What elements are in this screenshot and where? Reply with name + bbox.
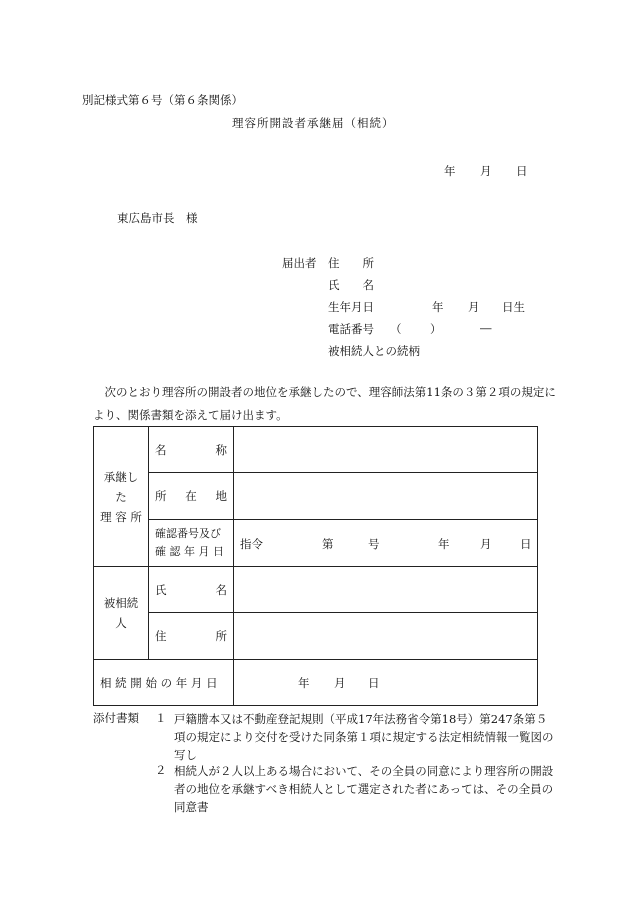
phone-close: ）: [430, 322, 442, 336]
applicant-address: 住 所: [328, 256, 374, 270]
inheritance-start-label: 相 続 開 始 の 年 月 日: [94, 660, 234, 706]
confirm-year: 年: [438, 537, 450, 551]
decedent-address-label: 住 所: [149, 613, 234, 660]
confirm-value[interactable]: [234, 520, 538, 567]
form-number: 別記様式第６号（第６条関係）: [82, 93, 243, 107]
confirm-label: 確認番号及び 確 認 年 月 日: [149, 520, 234, 567]
attachment-2-text: 相続人が２人以上ある場合において、その全員の同意により理容所の開設者の地位を承継すべき相続人として選定された者にあっては、その全員の同意書: [174, 764, 554, 814]
date-day: 日: [516, 164, 528, 178]
body-text: 次のとおり理容所の開設者の地位を承継したので、理容師法第11条の３第２項の規定により、関係書類を添えて届け出ます。: [93, 385, 556, 422]
phone-dash: ―: [480, 321, 492, 335]
decedent-address-value[interactable]: [234, 613, 538, 660]
decedent-name-value[interactable]: [234, 567, 538, 613]
phone-label: 電話番号: [328, 322, 374, 336]
confirm-month: 月: [480, 537, 492, 551]
attachment-1-text: 戸籍謄本又は不動産登記規則（平成17年法務省令第18号）第247条第５項の規定により交付を受けた同条第１項に規定する法定相続情報一覧図の写し: [174, 712, 554, 762]
inheritance-start-value[interactable]: [234, 660, 538, 706]
attachments-label: 添付書類: [93, 711, 139, 725]
birth-suffix: 日生: [502, 300, 525, 314]
go-label: 号: [368, 537, 380, 551]
date-year: 年: [444, 164, 456, 178]
addressee: 東広島市長 様: [117, 211, 198, 225]
document-title: 理容所開設者承継届（相続）: [232, 116, 395, 130]
applicant-phone: [328, 321, 492, 337]
shop-location-label: 所 在 地: [149, 473, 234, 520]
birthdate-label: 生年月日: [328, 300, 374, 314]
applicant-birthdate: [328, 299, 525, 315]
birth-month: 月: [468, 300, 480, 314]
decedent-label: 被相続人: [94, 567, 149, 660]
applicant-label: 届出者: [282, 256, 317, 270]
shop-name-value[interactable]: [234, 427, 538, 473]
shop-location-value[interactable]: [234, 473, 538, 520]
start-year: 年: [298, 676, 310, 690]
applicant-name: 氏 名: [328, 278, 374, 292]
date-month: 月: [480, 164, 492, 178]
confirm-day: 日: [520, 537, 532, 551]
birth-year: 年: [432, 300, 444, 314]
attachment-2-num: ２: [155, 763, 167, 777]
attachment-1-num: １: [155, 711, 167, 725]
shirei-label: 指令: [240, 537, 263, 551]
dai-label: 第: [322, 537, 334, 551]
succeeded-shop-label: 承継した 理 容 所: [94, 427, 149, 567]
decedent-name-label: 氏 名: [149, 567, 234, 613]
start-day: 日: [368, 676, 380, 690]
shop-name-label: 名 称: [149, 427, 234, 473]
applicant-relation: 被相続人との続柄: [328, 344, 420, 358]
main-table: [93, 426, 538, 706]
start-month: 月: [334, 676, 346, 690]
phone-open: （: [390, 322, 402, 336]
